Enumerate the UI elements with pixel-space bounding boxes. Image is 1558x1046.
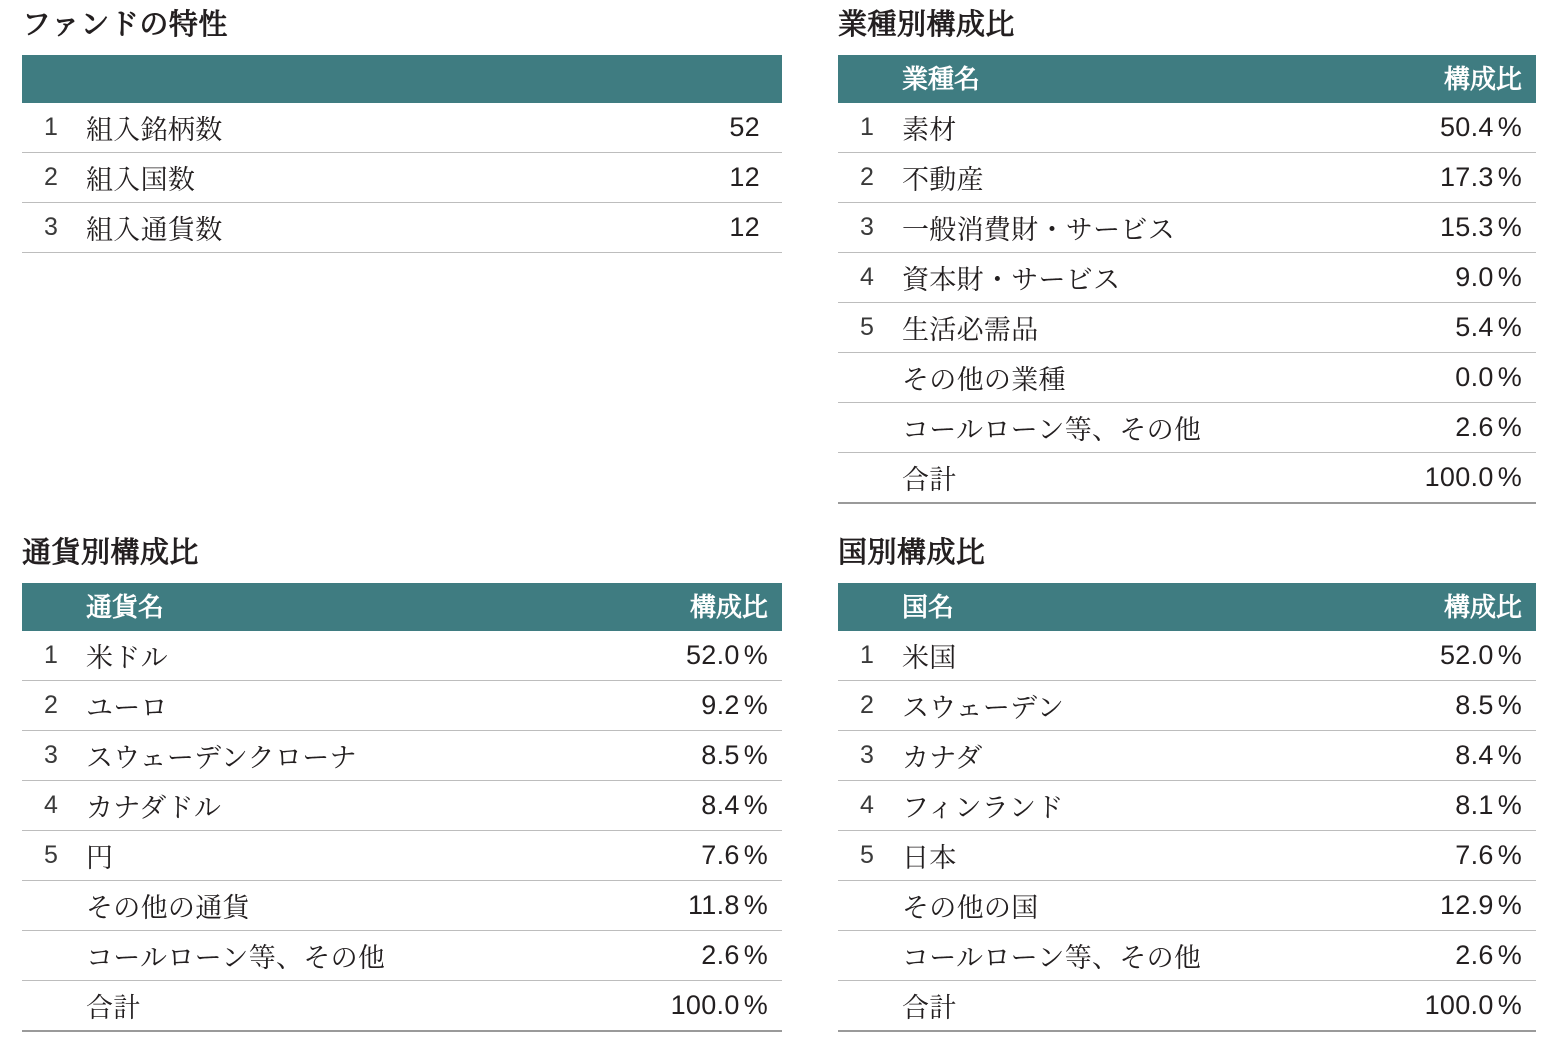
row-label: スウェーデン [896, 680, 1326, 730]
row-value: 52 [592, 103, 782, 153]
row-index: 1 [838, 103, 896, 153]
column-header-name: 業種名 [896, 55, 1326, 103]
table-row [838, 830, 1536, 880]
table-header-row [22, 55, 782, 103]
row-value [1326, 252, 1536, 302]
row-value [1326, 830, 1536, 880]
row-index [838, 880, 896, 930]
table-header-row [22, 583, 782, 631]
row-index [22, 880, 80, 930]
column-header-name [80, 55, 592, 103]
row-label: 米国 [896, 631, 1326, 681]
row-value [572, 980, 782, 1031]
table-row [838, 152, 1536, 202]
table-row [838, 302, 1536, 352]
row-value [1326, 631, 1536, 681]
row-index [22, 930, 80, 980]
row-value [1326, 402, 1536, 452]
row-value-unit: % [1497, 111, 1522, 142]
row-label: 日本 [896, 830, 1326, 880]
row-index: 3 [838, 730, 896, 780]
table-currency-allocation [22, 583, 782, 1032]
row-value-unit: % [1497, 789, 1522, 820]
row-label: 素材 [896, 103, 1326, 153]
column-header-value: 構成比 [1326, 55, 1536, 103]
row-label: 組入通貨数 [80, 202, 592, 252]
column-header-name: 通貨名 [80, 583, 572, 631]
row-value [1326, 152, 1536, 202]
row-value [572, 730, 782, 780]
row-value-unit: % [743, 839, 768, 870]
table-row [22, 780, 782, 830]
row-index: 2 [838, 152, 896, 202]
row-value-unit: % [743, 889, 768, 920]
row-label: 合計 [80, 980, 572, 1031]
table-row [838, 202, 1536, 252]
column-header-index [22, 55, 80, 103]
row-index: 4 [22, 780, 80, 830]
row-index: 2 [22, 680, 80, 730]
row-value-unit: % [1497, 639, 1522, 670]
row-index: 2 [838, 680, 896, 730]
row-value-unit: % [1497, 311, 1522, 342]
row-label: スウェーデンクローナ [80, 730, 572, 780]
row-value-unit: % [1497, 261, 1522, 292]
row-value [572, 880, 782, 930]
row-index [22, 980, 80, 1031]
row-index [838, 402, 896, 452]
row-label: 組入銘柄数 [80, 103, 592, 153]
table-total-row [838, 452, 1536, 503]
column-header-value: 構成比 [572, 583, 782, 631]
column-header-name: 国名 [896, 583, 1326, 631]
row-value-unit: % [1497, 161, 1522, 192]
row-index: 4 [838, 252, 896, 302]
table-row [22, 880, 782, 930]
table-row [22, 152, 782, 202]
row-value [1326, 880, 1536, 930]
row-value-unit: % [1497, 839, 1522, 870]
row-value-unit: % [1497, 411, 1522, 442]
row-label: その他の通貨 [80, 880, 572, 930]
table-row [838, 880, 1536, 930]
row-label: カナダドル [80, 780, 572, 830]
table-row [22, 631, 782, 681]
row-value-unit: % [743, 689, 768, 720]
table-row [838, 252, 1536, 302]
table-fund-characteristics [22, 55, 782, 253]
row-value-unit: % [1497, 739, 1522, 770]
row-value-unit: % [743, 789, 768, 820]
row-index: 3 [838, 202, 896, 252]
row-value-unit: % [743, 639, 768, 670]
row-label: 資本財・サービス [896, 252, 1326, 302]
row-index: 4 [838, 780, 896, 830]
row-value-number: 8.5 [701, 739, 740, 770]
row-index [838, 930, 896, 980]
row-value [1326, 302, 1536, 352]
column-header-index [838, 583, 896, 631]
table-row [838, 730, 1536, 780]
row-label: フィンランド [896, 780, 1326, 830]
table-row [22, 202, 782, 252]
row-label: コールローン等、その他 [80, 930, 572, 980]
row-value [1326, 202, 1536, 252]
row-value-number: 7.6 [701, 839, 740, 870]
row-index: 5 [838, 830, 896, 880]
row-value [572, 780, 782, 830]
row-value-unit: % [1497, 989, 1522, 1020]
row-index [838, 452, 896, 503]
row-label: 生活必需品 [896, 302, 1326, 352]
row-value-number: 100.0 [1424, 461, 1494, 492]
panel-country-allocation [838, 536, 1536, 1046]
row-value-unit: % [1497, 361, 1522, 392]
table-row [838, 103, 1536, 153]
row-value [572, 930, 782, 980]
row-value-number: 8.4 [701, 789, 740, 820]
column-header-value: 構成比 [1326, 583, 1536, 631]
row-index: 5 [22, 830, 80, 880]
row-value-number: 52.0 [1439, 639, 1494, 670]
row-index: 1 [22, 631, 80, 681]
table-row [838, 402, 1536, 452]
row-value-unit: % [1497, 461, 1522, 492]
row-label: 円 [80, 830, 572, 880]
row-value-unit: % [1497, 889, 1522, 920]
row-value-unit: % [743, 939, 768, 970]
table-country-allocation [838, 583, 1536, 1032]
row-value-unit: % [1497, 939, 1522, 970]
row-value [572, 631, 782, 681]
row-label: 合計 [896, 452, 1326, 503]
row-value-unit: % [743, 989, 768, 1020]
row-value-number: 12.9 [1439, 889, 1494, 920]
row-value-number: 8.1 [1455, 789, 1494, 820]
row-index: 2 [22, 152, 80, 202]
row-index [838, 352, 896, 402]
row-value-number: 2.6 [1455, 939, 1494, 970]
row-index: 5 [838, 302, 896, 352]
row-value-number: 2.6 [701, 939, 740, 970]
row-label: 合計 [896, 980, 1326, 1031]
row-value-number: 8.4 [1455, 739, 1494, 770]
table-row [22, 930, 782, 980]
row-value: 12 [592, 152, 782, 202]
table-row [22, 103, 782, 153]
row-label: 不動産 [896, 152, 1326, 202]
panel-sector-allocation [838, 8, 1536, 536]
panel-title-sector: 業種別構成比 [838, 9, 1016, 41]
table-row [838, 780, 1536, 830]
row-label: 組入国数 [80, 152, 592, 202]
row-value-unit: % [1497, 689, 1522, 720]
row-label: コールローン等、その他 [896, 402, 1326, 452]
table-total-row [22, 980, 782, 1031]
row-value-number: 50.4 [1439, 111, 1494, 142]
table-row [838, 631, 1536, 681]
row-index: 1 [838, 631, 896, 681]
row-value-number: 0.0 [1455, 361, 1494, 392]
panel-title-fund: ファンドの特性 [22, 9, 228, 41]
row-value [1326, 103, 1536, 153]
row-value [572, 680, 782, 730]
row-value-number: 15.3 [1439, 211, 1494, 242]
row-value [1326, 352, 1536, 402]
table-row [22, 680, 782, 730]
table-total-row [838, 980, 1536, 1031]
row-value [1326, 680, 1536, 730]
row-value-number: 17.3 [1439, 161, 1494, 192]
table-row [22, 830, 782, 880]
table-row [838, 352, 1536, 402]
row-label: 米ドル [80, 631, 572, 681]
row-value-number: 9.0 [1455, 261, 1494, 292]
row-value [1326, 452, 1536, 503]
row-value-number: 100.0 [670, 989, 740, 1020]
column-header-index [22, 583, 80, 631]
table-header-row [838, 583, 1536, 631]
row-index [838, 980, 896, 1031]
table-header-row [838, 55, 1536, 103]
row-index: 1 [22, 103, 80, 153]
row-value [1326, 930, 1536, 980]
table-body-country [838, 631, 1536, 1031]
table-row [22, 730, 782, 780]
row-label: カナダ [896, 730, 1326, 780]
row-value-number: 100.0 [1424, 989, 1494, 1020]
panel-title-currency: 通貨別構成比 [22, 537, 200, 569]
row-value: 12 [592, 202, 782, 252]
row-label: ユーロ [80, 680, 572, 730]
row-value [1326, 730, 1536, 780]
row-value-number: 9.2 [701, 689, 740, 720]
row-label: その他の国 [896, 880, 1326, 930]
row-value [1326, 780, 1536, 830]
row-value-unit: % [743, 739, 768, 770]
row-label: コールローン等、その他 [896, 930, 1326, 980]
panel-fund-characteristics [22, 8, 782, 536]
row-value-number: 11.8 [687, 889, 740, 920]
panel-title-country: 国別構成比 [838, 537, 986, 569]
row-value-number: 5.4 [1455, 311, 1494, 342]
table-row [838, 680, 1536, 730]
row-index: 3 [22, 730, 80, 780]
table-body-sector [838, 103, 1536, 503]
table-body-fund [22, 103, 782, 253]
row-value [1326, 980, 1536, 1031]
row-value-number: 2.6 [1455, 411, 1494, 442]
panel-currency-allocation [22, 536, 782, 1046]
table-sector-allocation [838, 55, 1536, 504]
column-header-value [592, 55, 782, 103]
row-value [572, 830, 782, 880]
row-index: 3 [22, 202, 80, 252]
row-value-number: 8.5 [1455, 689, 1494, 720]
row-value-number: 7.6 [1455, 839, 1494, 870]
row-value-unit: % [1497, 211, 1522, 242]
row-label: 一般消費財・サービス [896, 202, 1326, 252]
row-value-number: 52.0 [685, 639, 740, 670]
row-label: その他の業種 [896, 352, 1326, 402]
table-body-currency [22, 631, 782, 1031]
column-header-index [838, 55, 896, 103]
table-row [838, 930, 1536, 980]
